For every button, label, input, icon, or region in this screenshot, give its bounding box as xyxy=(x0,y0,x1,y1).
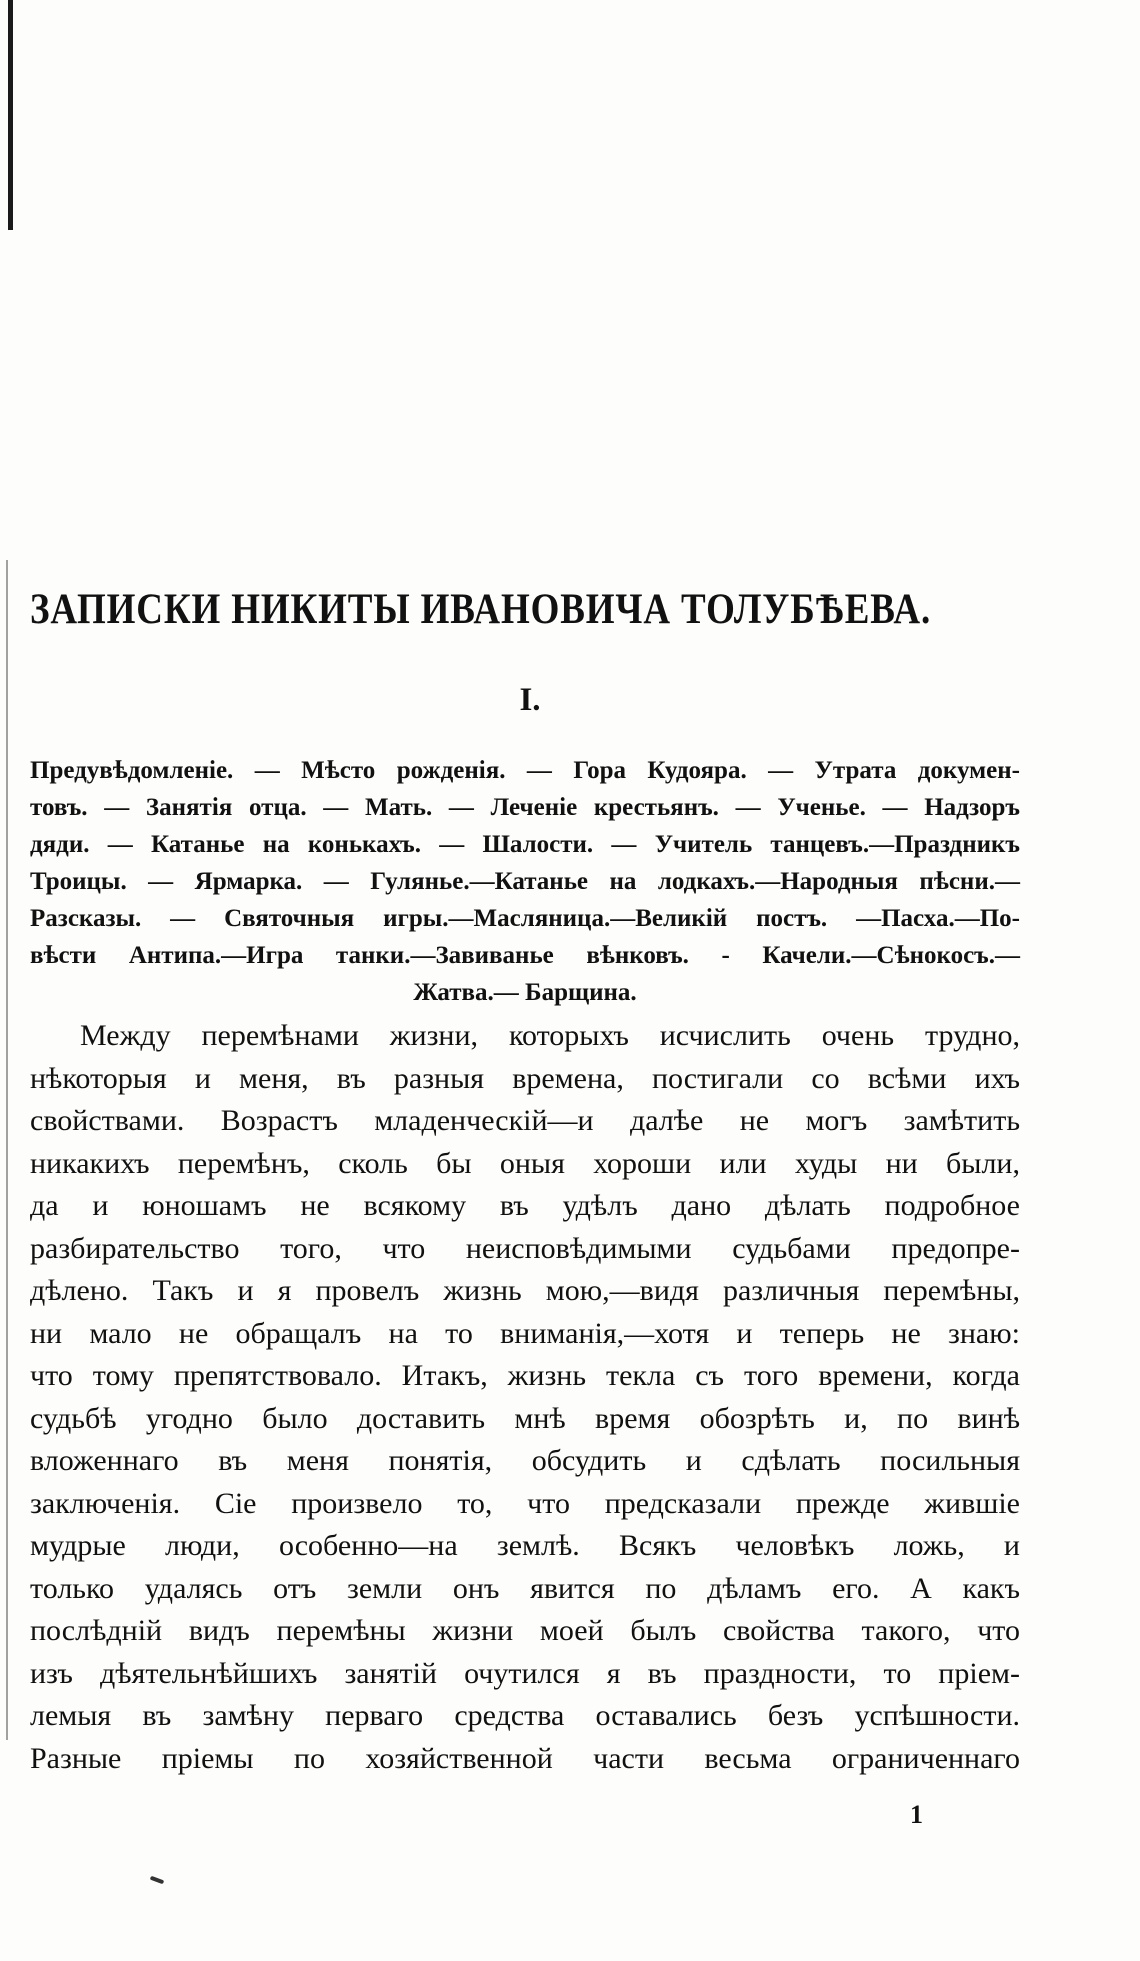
body-line: послѣдній видъ перемѣны жизни моей былъ свойства такого, что xyxy=(30,1614,1020,1647)
page-title: ЗАПИСКИ НИКИТЫ ИВАНОВИЧА ТОЛУБѢЕВА. xyxy=(30,586,932,633)
summary-line: Разсказы. — Святочныя игры.—Масляница.—Великій постъ. —Пасха.—По- xyxy=(30,905,1020,932)
body-line: Разные пріемы по хозяйственной части весьма ограниченнаго xyxy=(30,1741,1020,1775)
summary-line: дяди. — Катанье на конькахъ. — Шалости. — Учитель танцевъ.—Праздникъ xyxy=(30,831,1020,858)
body-line: да и юношамъ не всякому въ удѣлъ дано дѣлать подробное xyxy=(30,1189,1020,1222)
body-text xyxy=(30,1015,1020,1780)
chapter-number: I. xyxy=(519,682,541,718)
summary-line: Предувѣдомленіе. — Мѣсто рожденія. — Гора Кудояра. — Утрата докумен- xyxy=(30,757,1020,784)
binding-edge-shadow xyxy=(6,560,8,1740)
body-line: никакихъ перемѣнъ, сколь бы оныя хороши или худы ни были, xyxy=(30,1146,1020,1180)
body-line: нѣкоторыя и меня, въ разныя времена, постигали со всѣми ихъ xyxy=(30,1061,1020,1095)
body-line: изъ дѣятельнѣйшихъ занятій очутился я въ праздности, то пріем- xyxy=(30,1656,1020,1690)
body-line: вложеннаго въ меня понятія, обсудить и сдѣлать посильныя xyxy=(30,1444,1020,1477)
page-number: 1 xyxy=(910,1800,923,1829)
summary-line: Жатва.— Барщина. xyxy=(413,979,637,1006)
summary-line: вѣсти Антипа.—Игра танки.—Завиванье вѣнковъ. - Качели.—Сѣнокосъ.— xyxy=(30,942,1020,969)
body-line: что тому препятствовало. Итакъ, жизнь текла съ того времени, когда xyxy=(30,1359,1020,1392)
body-line: лемыя въ замѣну перваго средства оставались безъ успѣшности. xyxy=(30,1699,1020,1732)
body-line: судьбѣ угодно было доставить мнѣ время обозрѣть и, по винѣ xyxy=(30,1401,1020,1435)
body-line: разбирательство того, что неисповѣдимыми судьбами предопре- xyxy=(30,1231,1020,1265)
body-line: только удалясь отъ земли онъ явится по дѣламъ его. А какъ xyxy=(30,1571,1020,1605)
body-line: Между перемѣнами жизни, которыхъ исчислить очень трудно, xyxy=(80,1019,1020,1052)
body-line: ни мало не обращалъ на то вниманія,—хотя и теперь не знаю: xyxy=(30,1316,1020,1350)
binding-edge-mark xyxy=(8,0,13,230)
ink-smudge xyxy=(150,1876,165,1885)
summary-line: товъ. — Занятія отца. — Мать. — Леченіе крестьянъ. — Ученье. — Надзоръ xyxy=(30,794,1020,821)
body-line: мудрые люди, особенно—на землѣ. Всякъ человѣкъ ложь, и xyxy=(30,1529,1020,1562)
summary-line: Троицы. — Ярмарка. — Гулянье.—Катанье на лодкахъ.—Народныя пѣсни.— xyxy=(30,868,1020,895)
body-line: свойствами. Возрастъ младенческій—и далѣе не могъ замѣтить xyxy=(30,1104,1020,1137)
body-line: дѣлено. Такъ и я провелъ жизнь мою,—видя различныя перемѣны, xyxy=(30,1274,1020,1307)
chapter-summary xyxy=(30,752,1020,1011)
body-line: заключенія. Сіе произвело то, что предсказали прежде жившіе xyxy=(30,1486,1020,1520)
